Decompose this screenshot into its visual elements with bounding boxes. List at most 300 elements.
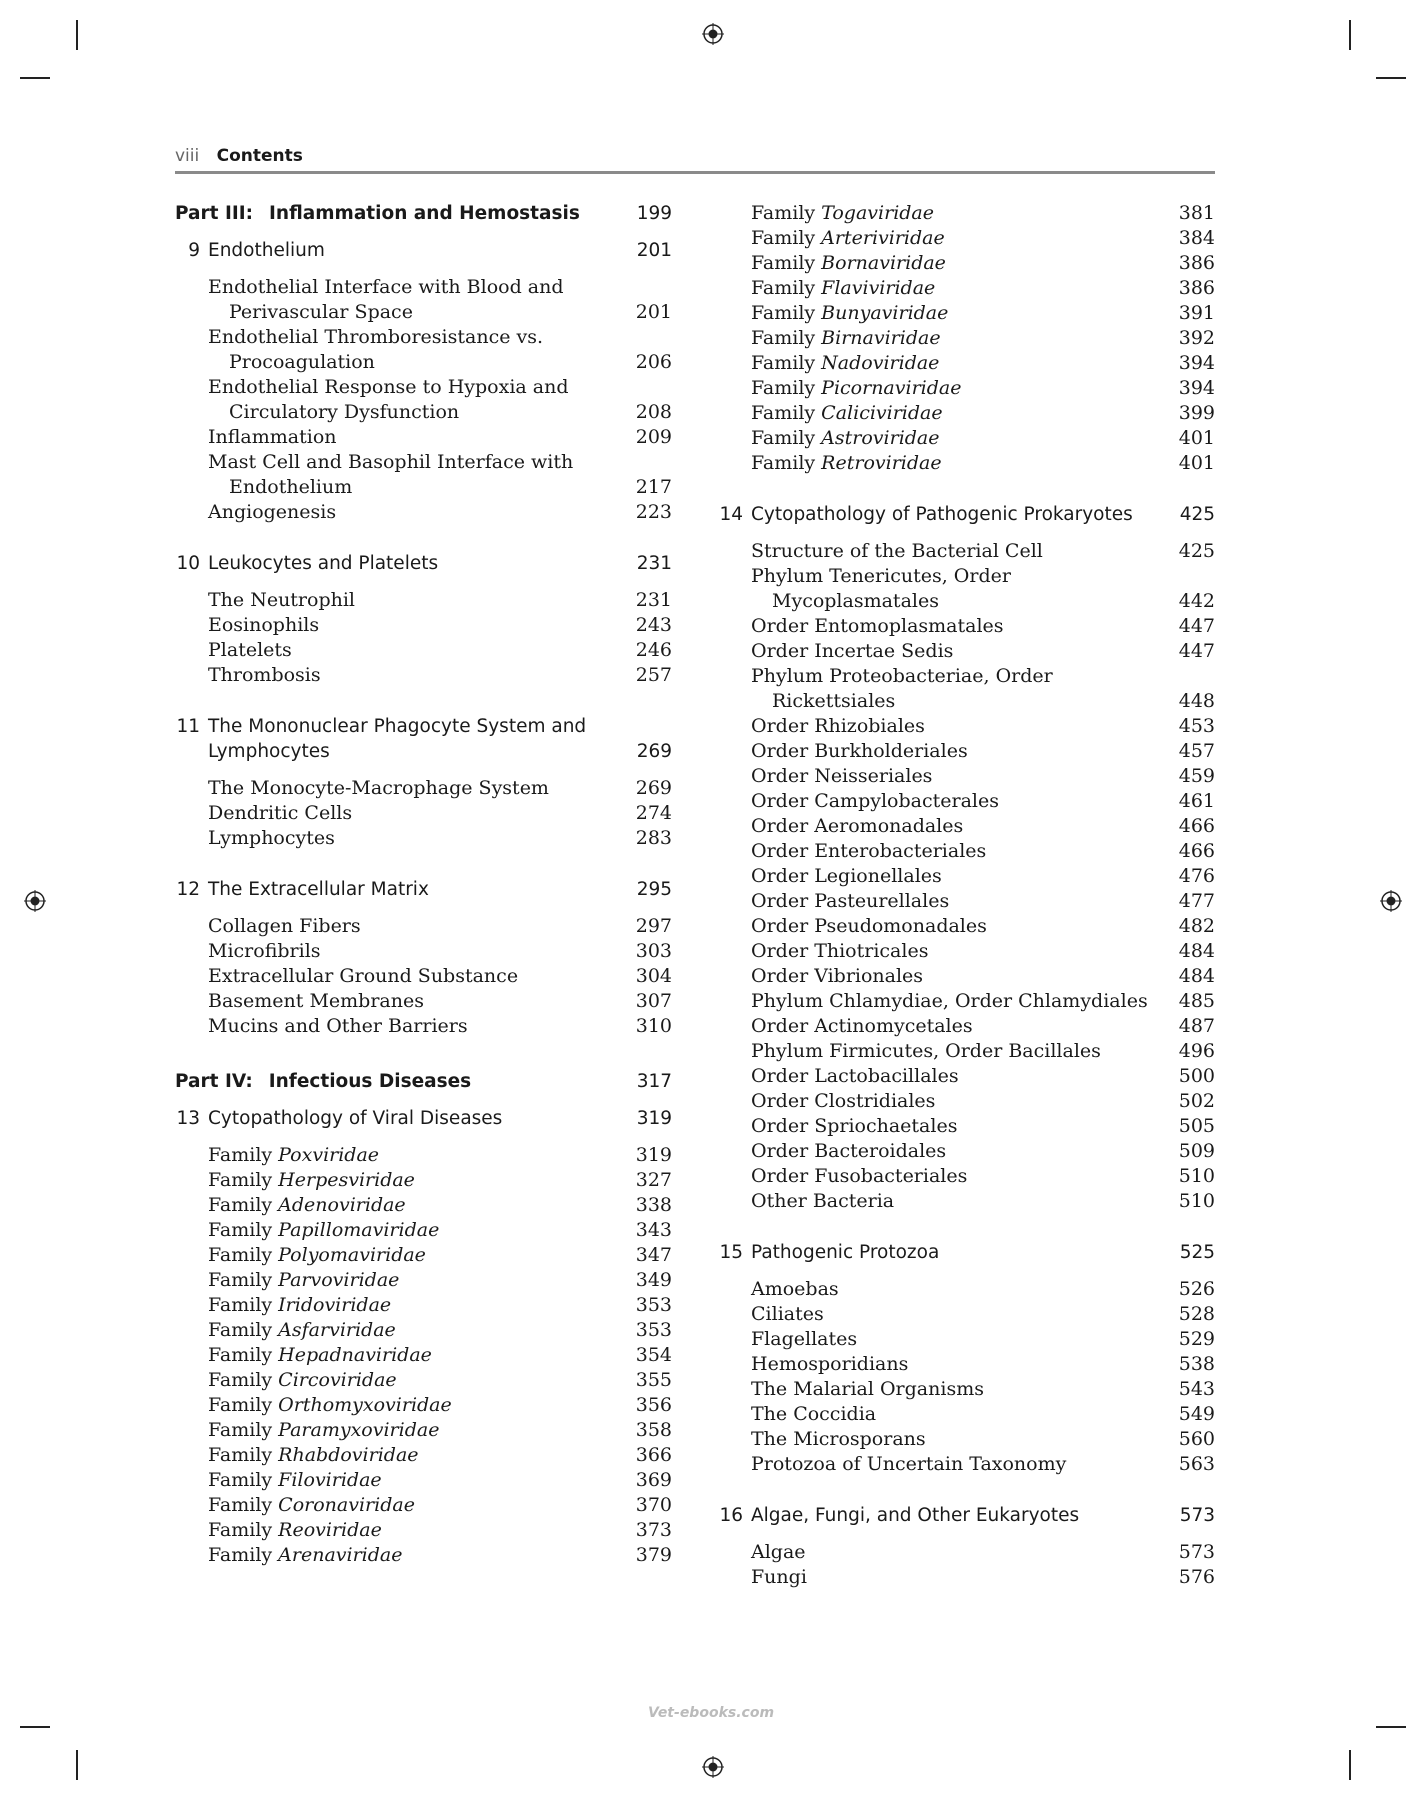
part-title: Infectious Diseases [268,1071,472,1092]
toc-entry [175,939,672,964]
entry-prefix: Family [751,402,816,424]
page-number: 502 [1178,1090,1215,1112]
page-number: 401 [1178,452,1215,474]
entry-taxon: Nadoviridae [821,352,940,374]
toc-chapter-heading [175,551,672,576]
entry-title: Phylum Firmicutes, Order Bacillales [751,1040,1101,1062]
page-number: 447 [1178,640,1215,662]
entry-title: Order Enterobacteriales [751,840,987,862]
toc-chapter-heading [718,1503,1215,1528]
entry-title: Order Incertae Sedis [751,640,954,662]
registration-mark-icon [702,23,724,45]
toc-entry [718,564,1215,614]
toc-entry [718,1402,1215,1427]
toc-chapter-heading [718,502,1215,527]
toc-entry [718,914,1215,939]
entry-prefix: Family [751,327,816,349]
page-number: 307 [635,990,672,1012]
page-number: 327 [635,1169,672,1191]
page-number: 509 [1178,1140,1215,1162]
page-number: 384 [1178,227,1215,249]
toc-entry [175,1518,672,1543]
entry-title-continued: Circulatory Dysfunction [229,401,460,423]
toc-entry [718,1014,1215,1039]
entry-title: Endothelial Thromboresistance vs. [208,326,544,348]
chapter-number: 9 [188,240,200,261]
registration-mark-icon [1380,890,1402,912]
toc-entry [718,1327,1215,1352]
toc-entry [175,826,672,851]
page-number: 297 [635,915,672,937]
toc-entry [718,301,1215,326]
toc-column-left [175,201,672,1568]
page-number: 477 [1178,890,1215,912]
entry-prefix: Family [751,302,816,324]
spacer [718,476,1215,490]
page-number: 356 [635,1394,672,1416]
entry-title: The Microsporans [751,1428,926,1450]
page-number: 399 [1178,402,1215,424]
entry-taxon: Orthomyxoviridae [278,1394,452,1416]
toc-entry [175,776,672,801]
toc-entry [718,614,1215,639]
entry-prefix: Family [208,1494,273,1516]
toc-entry [718,226,1215,251]
page-number: 573 [1179,1505,1215,1526]
spacer [718,1214,1215,1228]
page-number: 487 [1178,1015,1215,1037]
entry-prefix: Family [208,1319,273,1341]
toc-entry [718,1139,1215,1164]
page-number: 208 [635,401,672,423]
page-number: 206 [635,351,672,373]
toc-entry [175,1318,672,1343]
toc-entry [718,764,1215,789]
entry-title: Order Lactobacillales [751,1065,959,1087]
running-header [175,146,1215,170]
page-number: 319 [636,1108,672,1129]
page-number: 425 [1178,540,1215,562]
toc-entry [718,1565,1215,1590]
entry-title: Endothelial Interface with Blood and [208,276,564,298]
page-number: 257 [635,664,672,686]
entry-title: Flagellates [751,1328,858,1350]
entry-taxon: Togaviridae [821,202,935,224]
page-number: 526 [1178,1278,1215,1300]
chapter-title: Algae, Fungi, and Other Eukaryotes [751,1505,1080,1526]
toc-entry [175,964,672,989]
toc-entry [718,376,1215,401]
page-number: 269 [636,741,672,762]
page-number: 347 [635,1244,672,1266]
entry-prefix: Family [208,1194,273,1216]
page-number: 201 [635,301,672,323]
chapter-number: 15 [719,1242,743,1263]
entry-title: Structure of the Bacterial Cell [751,540,1043,562]
page-number: 310 [635,1015,672,1037]
page-number: 549 [1178,1403,1215,1425]
entry-taxon: Birnaviridae [821,327,941,349]
entry-taxon: Picornaviridae [821,377,962,399]
entry-title: Order Campylobacterales [751,790,999,812]
toc-chapter-heading [175,714,672,764]
toc-entry [175,663,672,688]
entry-taxon: Arenaviridae [278,1544,403,1566]
entry-title: Basement Membranes [208,990,424,1012]
toc-entry [175,613,672,638]
entry-taxon: Poxviridae [278,1144,380,1166]
part-label: Part IV: [175,1071,253,1092]
chapter-title: Leukocytes and Platelets [208,553,439,574]
spacer [175,525,672,539]
entry-title: Amoebas [751,1278,839,1300]
entry-title: Order Clostridiales [751,1090,936,1112]
entry-title: Other Bacteria [751,1190,895,1212]
page-number: 447 [1178,615,1215,637]
toc-entry [718,839,1215,864]
entry-prefix: Family [751,252,816,274]
entry-title: Order Rhizobiales [751,715,925,737]
entry-prefix: Family [751,202,816,224]
entry-title-continued: Rickettsiales [772,690,896,712]
toc-entry [175,1343,672,1368]
entry-prefix: Family [751,452,816,474]
toc-entry [718,864,1215,889]
page-number: 538 [1178,1353,1215,1375]
chapter-title: Endothelium [208,240,325,261]
entry-prefix: Family [208,1219,273,1241]
entry-title: Mucins and Other Barriers [208,1015,468,1037]
entry-title: Phylum Chlamydiae, Order Chlamydiales [751,990,1148,1012]
entry-title-continued: Endothelium [229,476,353,498]
entry-title: Inflammation [208,426,337,448]
page-number: 484 [1178,965,1215,987]
toc-entry [718,889,1215,914]
entry-taxon: Retroviridae [821,452,942,474]
toc-chapter-heading [175,238,672,263]
entry-prefix: Family [751,427,816,449]
page-number: 457 [1178,740,1215,762]
page-number: 354 [635,1344,672,1366]
toc-chapter-heading [175,1106,672,1131]
page-number: 369 [635,1469,672,1491]
entry-title: Phylum Proteobacteriae, Order [751,665,1053,687]
entry-taxon: Iridoviridae [278,1294,392,1316]
page-number: 528 [1178,1303,1215,1325]
toc-entry [175,1268,672,1293]
page-number: 485 [1178,990,1215,1012]
page-number: 442 [1178,590,1215,612]
spacer [175,688,672,702]
page-number: 209 [635,426,672,448]
toc-entry [175,1543,672,1568]
entry-taxon: Reoviridae [278,1519,382,1541]
page-number: 355 [635,1369,672,1391]
toc-entry [175,1243,672,1268]
entry-taxon: Bornaviridae [821,252,946,274]
toc-entry [718,1452,1215,1477]
page-number: 349 [635,1269,672,1291]
toc-part-heading [175,1069,672,1094]
chapter-title: The Mononuclear Phagocyte System and Lymphocytes [208,716,587,762]
toc-entry [718,1540,1215,1565]
toc-entry [175,450,672,500]
entry-taxon: Paramyxoviridae [278,1419,440,1441]
entry-taxon: Coronaviridae [278,1494,415,1516]
toc-chapter-heading [175,877,672,902]
entry-title: Order Pasteurellales [751,890,950,912]
entry-taxon: Filoviridae [278,1469,382,1491]
crop-mark [20,1726,50,1728]
chapter-number: 11 [176,716,200,737]
entry-prefix: Family [208,1269,273,1291]
toc-part-heading [175,201,672,226]
entry-prefix: Family [208,1519,273,1541]
page-number: 500 [1178,1065,1215,1087]
entry-title: The Malarial Organisms [751,1378,984,1400]
toc-column-right [718,201,1215,1590]
page-number: 394 [1178,352,1215,374]
entry-title: Platelets [208,639,292,661]
page-number: 505 [1178,1115,1215,1137]
entry-taxon: Papillomaviridae [278,1219,440,1241]
toc-entry [175,1368,672,1393]
page-number: 283 [635,827,672,849]
page-number: 510 [1178,1190,1215,1212]
toc-entry [718,1189,1215,1214]
entry-title: Algae [751,1541,806,1563]
page-number: 353 [635,1294,672,1316]
chapter-number: 13 [176,1108,200,1129]
page-number: 466 [1178,840,1215,862]
entry-title: Thrombosis [208,664,321,686]
entry-title: Order Bacteroidales [751,1140,947,1162]
page-number: 484 [1178,940,1215,962]
page-number: 510 [1178,1165,1215,1187]
toc-entry [718,714,1215,739]
chapter-title: Cytopathology of Pathogenic Prokaryotes [751,504,1133,525]
entry-title: Endothelial Response to Hypoxia and [208,376,569,398]
toc-entry [175,425,672,450]
page-number: 459 [1178,765,1215,787]
entry-prefix: Family [751,377,816,399]
toc-entry [718,739,1215,764]
chapter-number: 12 [176,879,200,900]
page-number: 269 [635,777,672,799]
page-number: 453 [1178,715,1215,737]
entry-taxon: Flaviviridae [821,277,936,299]
entry-title: Order Spriochaetales [751,1115,958,1137]
toc-entry [175,1293,672,1318]
entry-taxon: Caliciviridae [821,402,943,424]
entry-prefix: Family [208,1394,273,1416]
header-rule [175,171,1215,174]
part-label: Part III: [175,203,254,224]
crop-mark [76,20,78,50]
entry-prefix: Family [208,1294,273,1316]
registration-mark-icon [24,890,46,912]
page-number: 319 [635,1144,672,1166]
entry-title: Order Legionellales [751,865,942,887]
page-number: 231 [635,589,672,611]
entry-prefix: Family [208,1369,273,1391]
toc-entry [718,451,1215,476]
page-number: 223 [635,501,672,523]
entry-prefix: Family [208,1144,273,1166]
toc-entry [175,588,672,613]
page-number: 358 [635,1419,672,1441]
page-number: 525 [1179,1242,1215,1263]
toc-entry [175,1014,672,1039]
crop-mark [76,1750,78,1780]
toc-entry [175,1218,672,1243]
running-title: Contents [216,146,303,166]
crop-mark [20,77,50,79]
toc-entry [718,1302,1215,1327]
entry-title: Mast Cell and Basophil Interface with [208,451,574,473]
page-number: 366 [635,1444,672,1466]
page-number: 201 [636,240,672,261]
page-folio: viii [175,146,200,166]
entry-taxon: Astroviridae [821,427,940,449]
page-number: 246 [635,639,672,661]
crop-mark [1349,1750,1351,1780]
page-number: 576 [1178,1566,1215,1588]
page-number: 425 [1179,504,1215,525]
entry-title: Order Thiotricales [751,940,929,962]
entry-title: Extracellular Ground Substance [208,965,519,987]
entry-title-continued: Mycoplasmatales [772,590,939,612]
spacer [175,851,672,865]
page-number: 391 [1178,302,1215,324]
toc-entry [718,939,1215,964]
toc-entry [718,814,1215,839]
entry-taxon: Circoviridae [278,1369,397,1391]
entry-prefix: Family [208,1244,273,1266]
toc-entry [718,351,1215,376]
entry-title: Protozoa of Uncertain Taxonomy [751,1453,1067,1475]
entry-title-continued: Perivascular Space [229,301,413,323]
entry-taxon: Polyomaviridae [278,1244,426,1266]
entry-title: The Coccidia [751,1403,877,1425]
toc-entry [718,1039,1215,1064]
entry-prefix: Family [751,352,816,374]
entry-title: Order Aeromonadales [751,815,964,837]
page-number: 448 [1178,690,1215,712]
page-number: 386 [1178,277,1215,299]
spacer [718,1477,1215,1491]
page-number: 401 [1178,427,1215,449]
page-number: 466 [1178,815,1215,837]
page-number: 560 [1178,1428,1215,1450]
page-number: 482 [1178,915,1215,937]
page-number: 353 [635,1319,672,1341]
entry-title-continued: Procoagulation [229,351,375,373]
chapter-number: 14 [719,504,743,525]
part-title: Inflammation and Hemostasis [269,203,580,224]
page-number: 476 [1178,865,1215,887]
svg-text:Vet-ebooks.com: Vet-ebooks.com [648,1705,775,1721]
entry-title: Order Vibrionales [751,965,924,987]
entry-taxon: Rhabdoviridae [278,1444,419,1466]
entry-title: Lymphocytes [208,827,335,849]
toc-chapter-heading [718,1240,1215,1265]
entry-title: Collagen Fibers [208,915,361,937]
crop-mark [1376,1726,1406,1728]
entry-title: Order Pseudomonadales [751,915,987,937]
entry-prefix: Family [208,1344,273,1366]
registration-mark-icon [702,1756,724,1778]
toc-entry [175,1493,672,1518]
chapter-title: The Extracellular Matrix [208,879,429,900]
entry-title: The Neutrophil [208,589,356,611]
entry-prefix: Family [208,1169,273,1191]
entry-prefix: Family [208,1419,273,1441]
page-number: 317 [636,1071,672,1092]
entry-title: Order Burkholderiales [751,740,968,762]
entry-taxon: Herpesviridae [278,1169,415,1191]
toc-entry [175,1468,672,1493]
toc-entry [718,664,1215,714]
toc-entry [718,201,1215,226]
toc-entry [718,1114,1215,1139]
page-number: 394 [1178,377,1215,399]
toc-entry [175,1193,672,1218]
toc-entry [718,789,1215,814]
toc-entry [175,325,672,375]
page-number: 243 [635,614,672,636]
toc-entry [718,276,1215,301]
toc-entry [718,1352,1215,1377]
crop-mark [1376,77,1406,79]
entry-title: Order Actinomycetales [751,1015,973,1037]
toc-entry [718,1164,1215,1189]
toc-entry [718,1427,1215,1452]
page-number: 295 [636,879,672,900]
entry-title: The Monocyte-Macrophage System [208,777,549,799]
toc-entry [175,375,672,425]
page-number: 529 [1178,1328,1215,1350]
chapter-title: Cytopathology of Viral Diseases [208,1108,503,1129]
vet-ebooks-logo [648,1700,778,1724]
entry-title: Ciliates [751,1303,824,1325]
entry-taxon: Parvoviridae [278,1269,400,1291]
entry-prefix: Family [751,277,816,299]
toc-entry [718,1377,1215,1402]
toc-entry [718,1064,1215,1089]
page-number: 338 [635,1194,672,1216]
spacer [175,1039,672,1069]
entry-title: Order Neisseriales [751,765,933,787]
toc-entry [718,326,1215,351]
toc-entry [718,401,1215,426]
toc-entry [718,539,1215,564]
entry-taxon: Asfarviridae [278,1319,396,1341]
entry-prefix: Family [208,1469,273,1491]
crop-mark [1349,20,1351,50]
page-number: 373 [635,1519,672,1541]
entry-taxon: Arteriviridae [821,227,945,249]
page-number: 461 [1178,790,1215,812]
chapter-number: 16 [719,1505,743,1526]
toc-entry [718,426,1215,451]
chapter-number: 10 [176,553,200,574]
entry-title: Angiogenesis [208,501,337,523]
page-number: 381 [1178,202,1215,224]
entry-title: Fungi [751,1566,807,1588]
toc-entry [718,639,1215,664]
page-number: 386 [1178,252,1215,274]
